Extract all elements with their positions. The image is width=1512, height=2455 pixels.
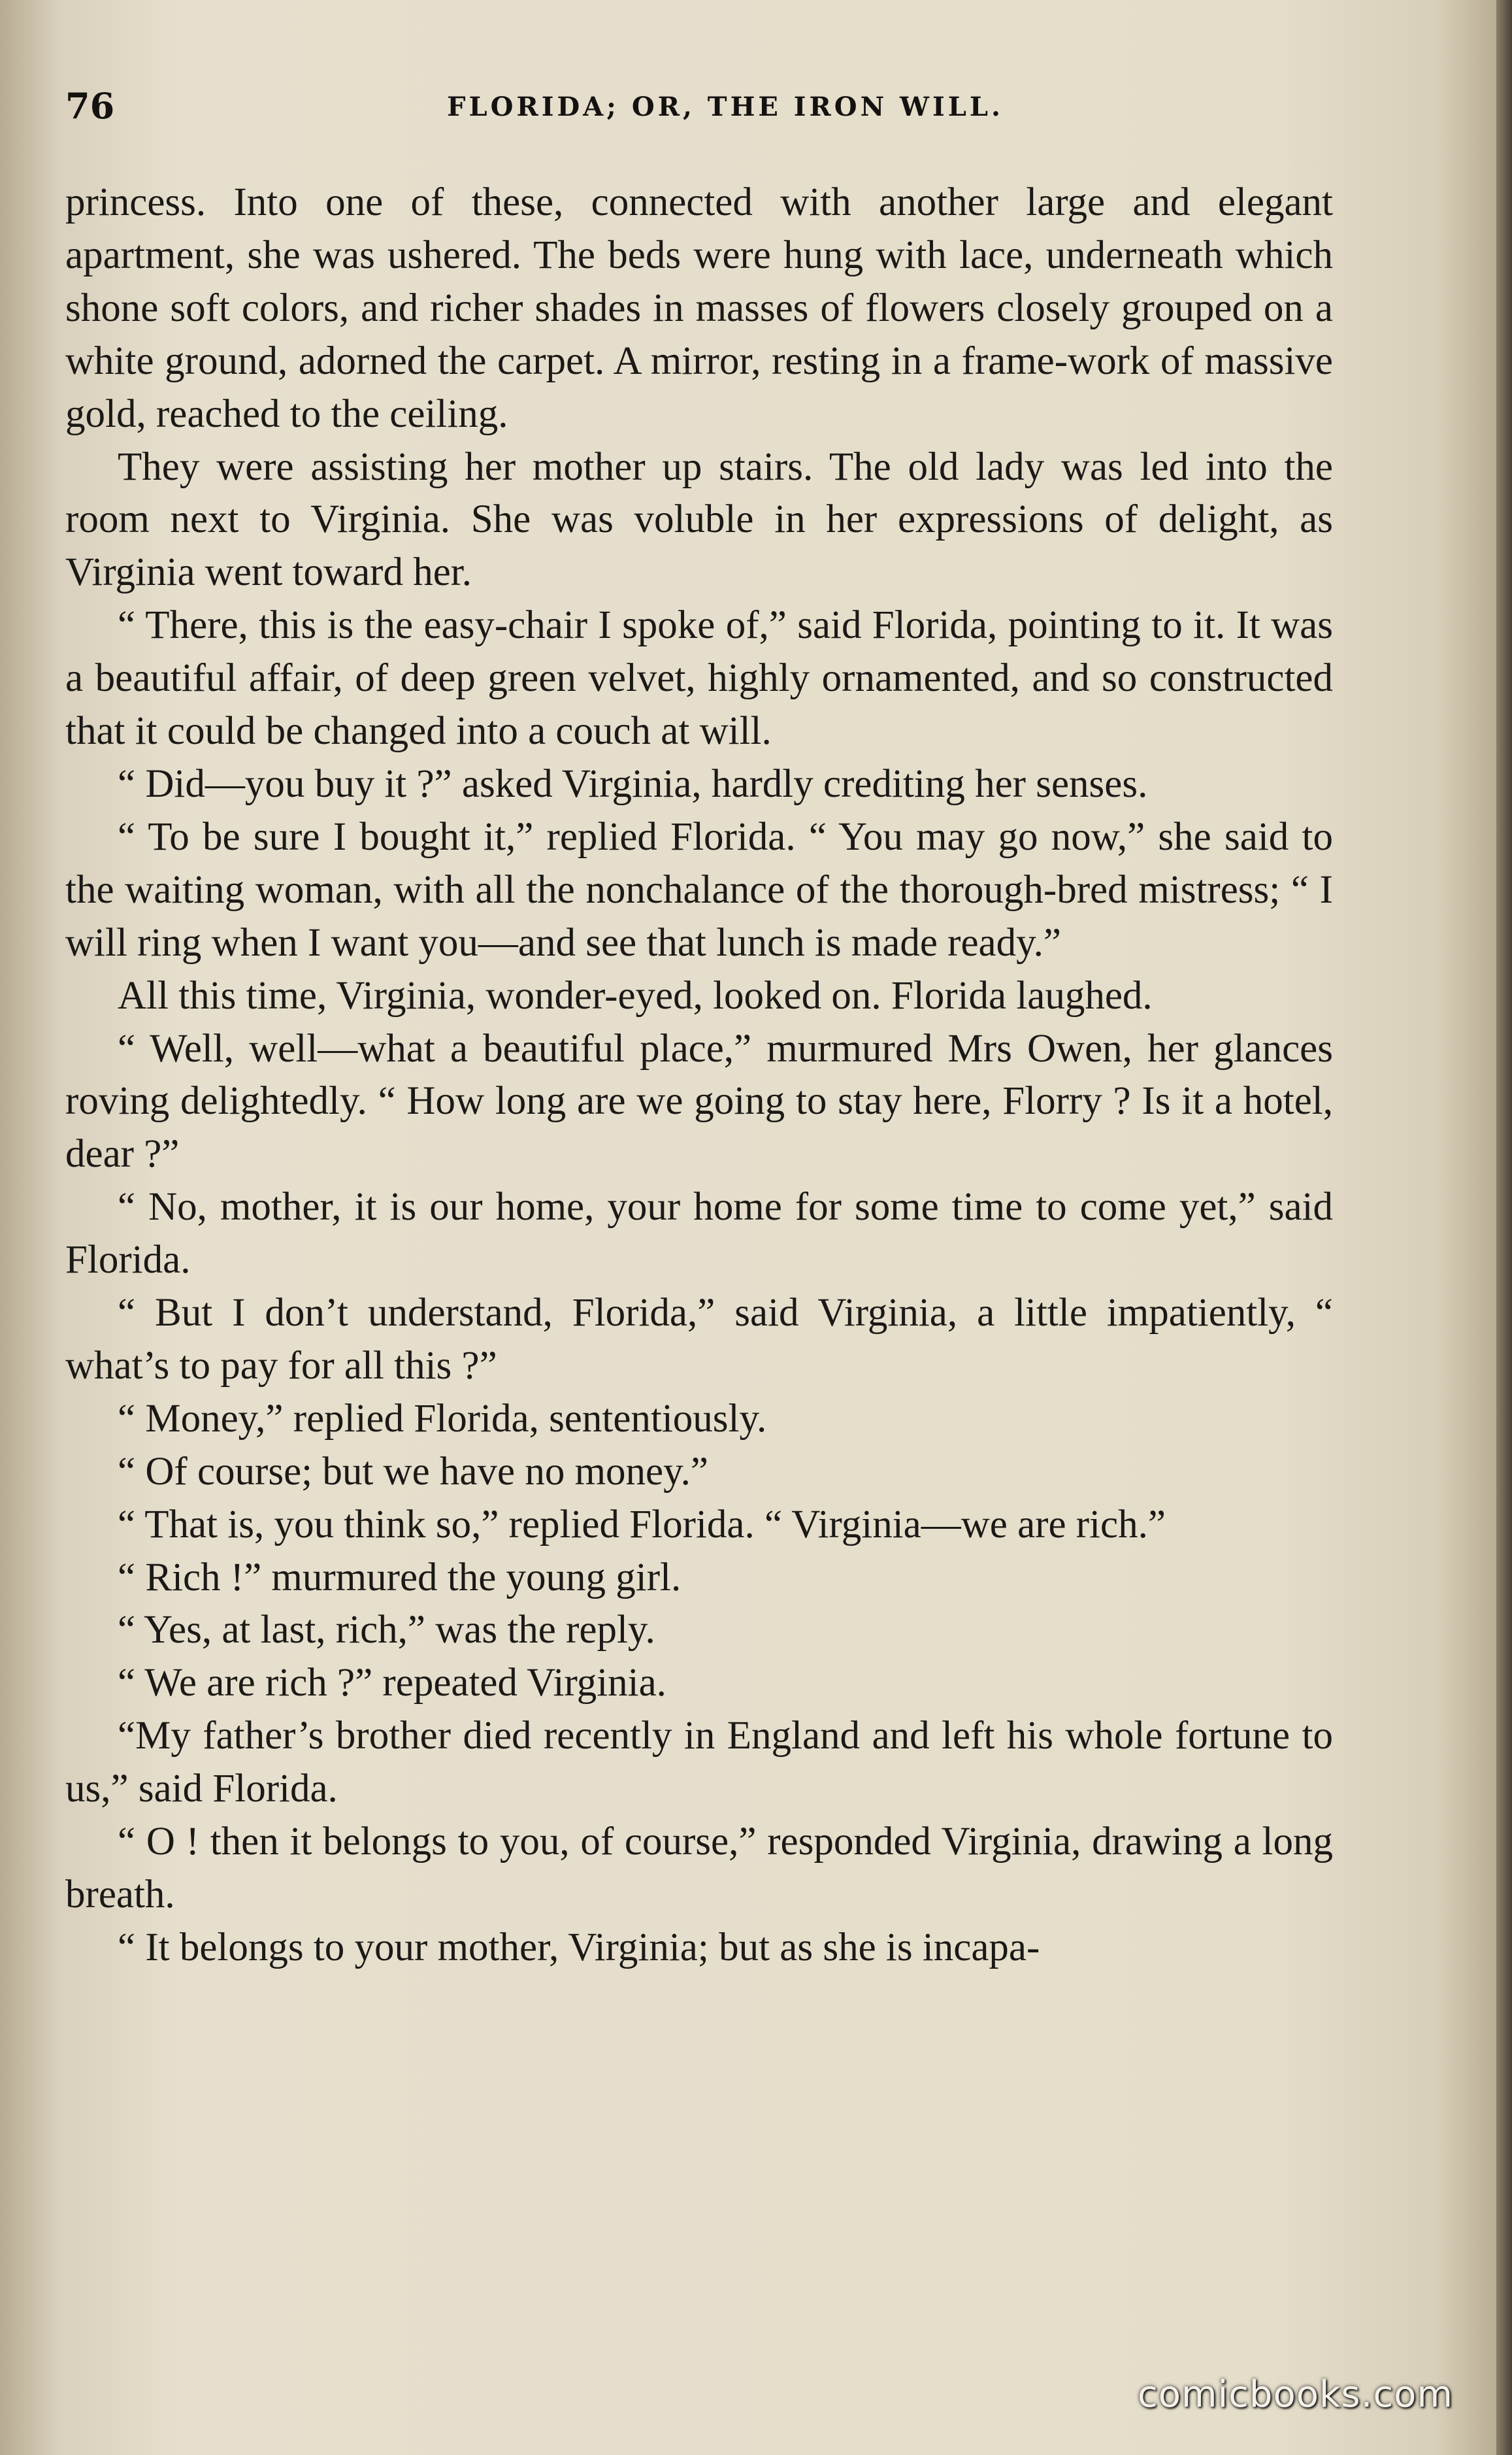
paragraph: princess. Into one of these, connected with another large and elegant apartment, she was ushered. The beds were hung with lace, underneath which shone soft colors, and richer shades in masses of flowers closely grouped on a white ground, adorned the carpet. A mirror, resting in a frame-work of massive gold, reached to the ceiling.	[65, 180, 1333, 436]
paragraph: “ Did—you buy it ?” asked Virginia, hardly crediting her senses.	[118, 761, 1148, 806]
paragraph: They were assisting her mother up stairs. The old lady was led into the room next to Virginia. She was voluble in her expressions of delight, as Virginia went toward her.	[65, 444, 1333, 595]
paragraph: “ Money,” replied Florida, sententiously.	[118, 1396, 767, 1441]
paragraph: “ There, this is the easy-chair I spoke of,” said Florida, pointing to it. It was a beautiful affair, of deep green velvet, highly ornamented, and so constructed that it could be changed into a couch at will.	[65, 603, 1333, 754]
paragraph: “ It belongs to your mother, Virginia; but as she is incapa-	[118, 1925, 1040, 1969]
book-binding-edge	[1496, 0, 1512, 2455]
page-number: 76	[65, 85, 115, 127]
paragraph: “ Rich !” murmured the young girl.	[118, 1555, 682, 1599]
paragraph: “ We are rich ?” repeated Virginia.	[118, 1661, 666, 1705]
watermark: comicbooks.com	[1137, 2373, 1453, 2416]
page-header	[65, 85, 1339, 137]
paragraph: “ O ! then it belongs to you, of course,” responded Virginia, drawing a long breath.	[65, 1820, 1333, 1916]
body-text	[65, 176, 1333, 1975]
paragraph: “My father’s brother died recently in England and left his whole fortune to us,” said Florida.	[65, 1714, 1333, 1811]
paragraph: “ Well, well—what a beautiful place,” murmured Mrs Owen, her glances roving delightedly. “ How long are we going to stay here, Florry ? Is it a hotel, dear ?”	[65, 1026, 1333, 1177]
paragraph: “ To be sure I bought it,” replied Florida. “ You may go now,” she said to the waiting woman, with all the nonchalance of the thorough-bred mistress; “ I will ring when I want you—and see that lunch is made ready.”	[65, 814, 1333, 965]
paragraph: “ But I don’t understand, Florida,” said Virginia, a little impatiently, “ what’s to pay for all this ?”	[65, 1291, 1333, 1388]
paragraph: “ No, mother, it is our home, your home for some time to come yet,” said Florida.	[65, 1185, 1333, 1282]
running-head: FLORIDA; OR, THE IRON WILL.	[447, 92, 1004, 122]
paragraph: All this time, Virginia, wonder-eyed, looked on. Florida laughed.	[118, 973, 1153, 1018]
paragraph: “ Of course; but we have no money.”	[118, 1449, 708, 1494]
paragraph: “ Yes, at last, rich,” was the reply.	[118, 1608, 655, 1652]
paragraph: “ That is, you think so,” replied Florida. “ Virginia—we are rich.”	[118, 1502, 1166, 1546]
